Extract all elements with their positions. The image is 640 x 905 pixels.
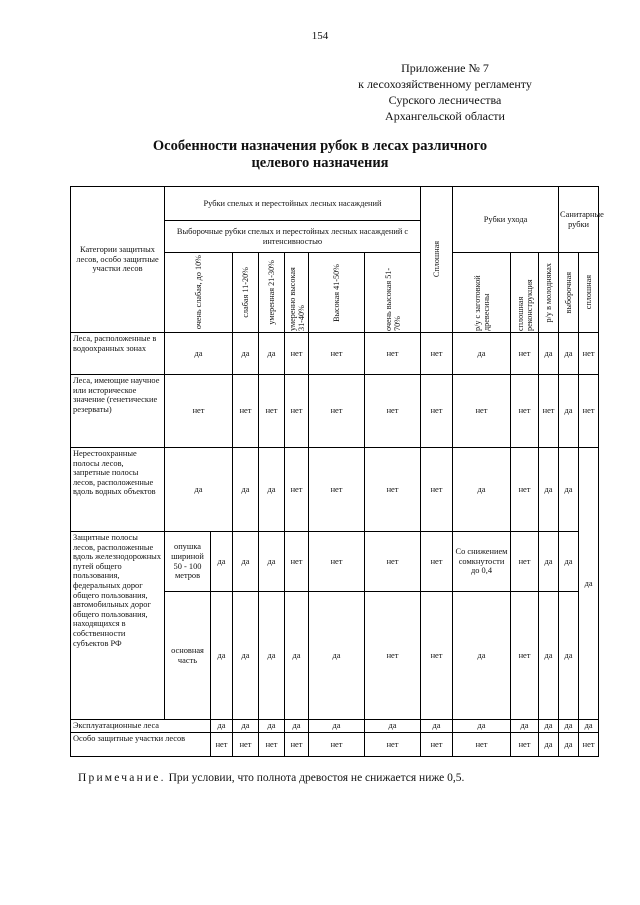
table-cell: да [211, 720, 233, 733]
row-label: Защитные полосы лесов, расположенные вдоль железнодорожных путей общего пользования, федеральных дорог общего пользования, автомобильных дорог общего пользования, находящихся в собственности субъектов РФ [71, 532, 165, 720]
table-cell: нет [511, 532, 539, 592]
table-row [71, 448, 599, 532]
table-cell: да [211, 592, 233, 720]
felling-table [70, 186, 604, 757]
table-cell: да [559, 532, 579, 592]
table-cell: да [421, 720, 453, 733]
table-cell: нет [259, 375, 285, 448]
sub-row-label: опушка шириной 50 - 100 метров [165, 532, 211, 592]
table-row [71, 375, 599, 448]
table-cell: да [165, 333, 233, 375]
appendix-line-4: Архангельской области [385, 109, 505, 123]
row-label: Леса, расположенные в водоохранных зонах [71, 333, 165, 375]
table-cell: да [233, 333, 259, 375]
table-cell: да [559, 448, 579, 532]
table-cell: да [539, 448, 559, 532]
table-row [71, 733, 599, 757]
table-cell: да [309, 720, 365, 733]
table-cell: нет [511, 733, 539, 757]
row-label: Леса, имеющие научное или историческое значение (генетические резерваты) [71, 375, 165, 448]
table-cell: нет [309, 448, 365, 532]
table-cell: нет [285, 733, 309, 757]
table-cell: да [539, 532, 559, 592]
table-cell: нет [309, 375, 365, 448]
table-cell: нет [233, 375, 259, 448]
document-title [100, 138, 540, 172]
header-high: Высокая 41-50% [309, 253, 365, 333]
table-cell: да [559, 720, 579, 733]
table-cell: да [559, 333, 579, 375]
table-cell: да [259, 333, 285, 375]
page-number: 154 [311, 30, 329, 42]
header-category: Категории защитных лесов, особо защитные участки лесов [71, 187, 165, 333]
table-cell: нет [365, 592, 421, 720]
header-weak: слабая 11-20% [233, 253, 259, 333]
table-cell: да [211, 532, 233, 592]
table-cell: да [539, 592, 559, 720]
table-cell: да [453, 333, 511, 375]
header-care-reconstruction: сплошная реконструкция [511, 253, 539, 333]
header-moderate: умеренная 21-30% [259, 253, 285, 333]
footnote-text: При условии, что полнота древостоя не снижается ниже 0,5. [168, 772, 465, 784]
row-label: Нерестоохранные полосы лесов, запретные полосы лесов, расположенные вдоль водных объектов [71, 448, 165, 532]
table-cell: нет [539, 375, 559, 448]
table-cell: нет [453, 375, 511, 448]
table-cell: нет [233, 733, 259, 757]
header-moderately-high: умеренно высокая 31-40% [285, 253, 309, 333]
table-cell: да [165, 448, 233, 532]
header-san-clear: сплошная [579, 253, 599, 333]
table-cell: да [285, 720, 309, 733]
table-cell: да [539, 720, 559, 733]
table-cell: нет [511, 333, 539, 375]
table-cell: нет [579, 333, 599, 375]
table-cell: да [511, 720, 539, 733]
title-line-1: Особенности назначения рубок в лесах различного [152, 138, 488, 154]
table-cell: нет [365, 733, 421, 757]
table-cell: нет [309, 333, 365, 375]
table-cell: нет [421, 375, 453, 448]
table-row [71, 720, 599, 733]
table-cell: Со снижением сомкнутости до 0,4 [453, 532, 511, 592]
appendix-line-3: Сурского лесничества [388, 93, 502, 107]
table-cell: нет [285, 333, 309, 375]
table-cell: да [453, 592, 511, 720]
appendix-line-2: к лесохозяйственному регламенту [358, 77, 532, 91]
footnote-prefix: Примечание. [78, 772, 166, 784]
table-cell: да [539, 733, 559, 757]
table-cell: да [579, 448, 599, 720]
table-cell: да [233, 532, 259, 592]
table-cell: нет [421, 448, 453, 532]
table-cell: да [453, 448, 511, 532]
row-label: Особо защитные участки лесов [71, 733, 211, 757]
table-cell: нет [309, 733, 365, 757]
table-cell: да [309, 592, 365, 720]
header-care-valuable: р/у с заготовкой древесины [453, 253, 511, 333]
table-cell: нет [579, 375, 599, 448]
table-cell: нет [511, 592, 539, 720]
header-clear: Сплошная [421, 187, 453, 333]
header-very-high: очень высокая 51-70% [365, 253, 421, 333]
appendix-header [330, 60, 560, 124]
table-cell: да [233, 720, 259, 733]
table-cell: нет [365, 333, 421, 375]
table-cell: да [285, 592, 309, 720]
table-cell: нет [421, 733, 453, 757]
table-cell: нет [453, 733, 511, 757]
header-sanitary-group: Санитарные рубки [559, 187, 599, 253]
table-cell: нет [511, 448, 539, 532]
table-cell: нет [165, 375, 233, 448]
table-cell: да [559, 733, 579, 757]
table-cell: нет [211, 733, 233, 757]
table-cell: да [233, 592, 259, 720]
header-selective-group: Выборочные рубки спелых и перестойных лесных насаждений с интенсивностью [165, 221, 421, 253]
table-cell: нет [511, 375, 539, 448]
table-cell: нет [365, 375, 421, 448]
table-cell: нет [421, 532, 453, 592]
row-label: Эксплуатационные леса [71, 720, 211, 733]
table-cell: да [539, 333, 559, 375]
header-san-selective: выборочная [559, 253, 579, 333]
table-cell: да [259, 720, 285, 733]
table-cell: да [259, 448, 285, 532]
table-cell: да [259, 532, 285, 592]
footnote [78, 772, 464, 784]
table-cell: нет [285, 448, 309, 532]
header-care-young: р/у в молодняках [539, 253, 559, 333]
table-cell: нет [421, 333, 453, 375]
table-cell: нет [579, 733, 599, 757]
table-cell: нет [365, 532, 421, 592]
table-cell: нет [285, 532, 309, 592]
header-mature-group: Рубки спелых и перестойных лесных насаждений [165, 187, 421, 221]
table-row [71, 333, 599, 375]
table-cell: нет [309, 532, 365, 592]
table-cell: да [559, 592, 579, 720]
title-line-2: целевого назначения [251, 155, 389, 171]
appendix-line-1: Приложение № 7 [401, 61, 489, 75]
table-cell: нет [285, 375, 309, 448]
table-cell: нет [365, 448, 421, 532]
sub-row-label: основная часть [165, 592, 211, 720]
table-cell: нет [259, 733, 285, 757]
table-cell: да [365, 720, 421, 733]
header-care-group: Рубки ухода [453, 187, 559, 253]
table-row [71, 532, 599, 592]
table-cell: да [259, 592, 285, 720]
table-cell: да [233, 448, 259, 532]
table-cell: да [559, 375, 579, 448]
table-cell: нет [421, 592, 453, 720]
table-cell: да [453, 720, 511, 733]
table-cell: да [579, 720, 599, 733]
header-very-weak: очень слабая, до 10% [165, 253, 233, 333]
